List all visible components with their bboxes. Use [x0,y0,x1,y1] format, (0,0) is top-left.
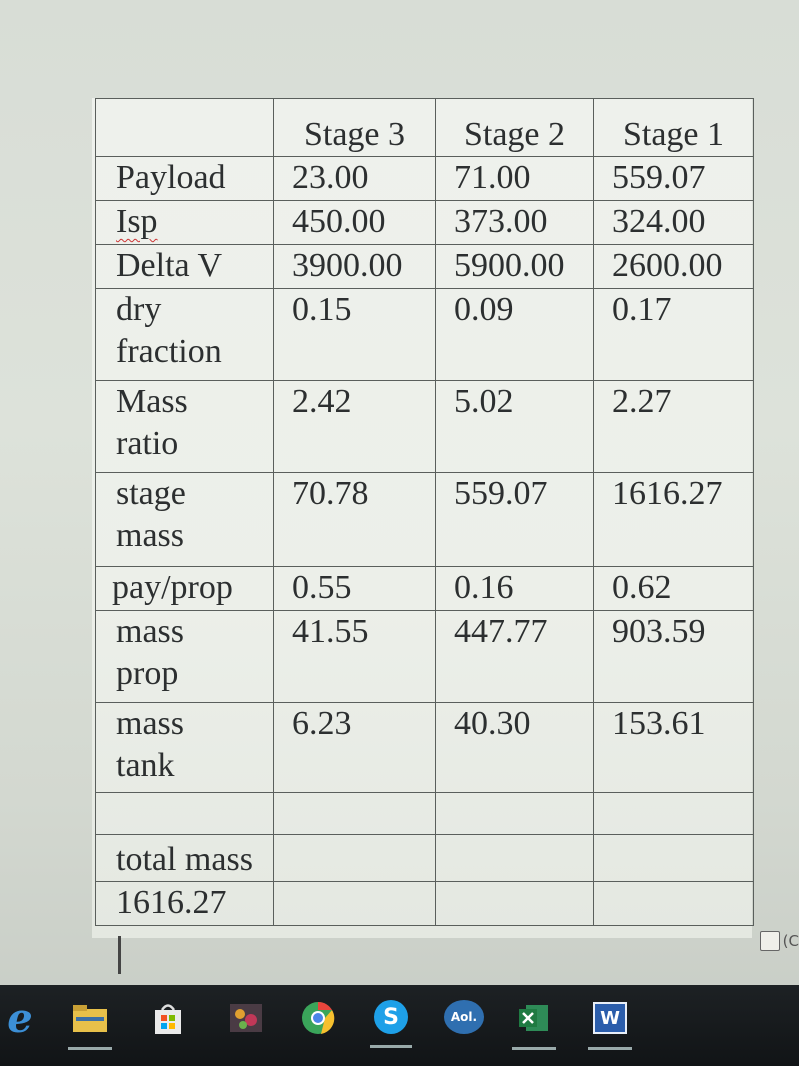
cell-dry-stage3[interactable]: 0.15 [274,289,436,381]
cell-payload-stage1[interactable]: 559.07 [594,157,754,201]
cell-dry-stage1[interactable]: 0.17 [594,289,754,381]
clipboard-icon [760,931,780,951]
empty-cell[interactable] [594,835,754,882]
row-label-stage-mass[interactable] [96,473,274,567]
photos-app-icon[interactable] [228,1000,264,1036]
row-label-payload[interactable]: Payload [96,157,274,201]
paste-options-text: (C [782,932,799,950]
header-stage-3[interactable]: Stage 3 [274,99,436,157]
row-label-mass-ratio[interactable] [96,381,274,473]
cell-massprop-stage3[interactable]: 41.55 [274,611,436,703]
massprop-label-line1: mass [116,613,184,650]
word-icon[interactable] [592,1000,628,1036]
row-label-isp[interactable] [96,201,274,245]
table-row-mass-ratio [96,381,754,473]
empty-cell[interactable] [436,793,594,835]
table-row-pay-prop [96,567,754,611]
word-letter: W [600,1007,620,1029]
row-label-mass-tank[interactable] [96,703,274,793]
massratio-label-line2: ratio [116,425,179,462]
cell-isp-stage3[interactable]: 450.00 [274,201,436,245]
empty-cell[interactable] [436,882,594,926]
cell-stagemass-stage2[interactable]: 559.07 [436,473,594,567]
massratio-label-line1: Mass [116,383,188,420]
empty-cell[interactable] [274,835,436,882]
store-icon[interactable] [150,1000,186,1036]
header-stage-2[interactable]: Stage 2 [436,99,594,157]
masstank-label-line1: mass [116,705,184,742]
table-row-total-label [96,835,754,882]
header-stage-1[interactable]: Stage 1 [594,99,754,157]
masstank-label-line2: tank [116,747,175,784]
cell-massratio-stage1[interactable]: 2.27 [594,381,754,473]
cell-deltav-stage2[interactable]: 5900.00 [436,245,594,289]
massprop-label-line2: prop [116,655,179,692]
header-row [96,99,754,157]
cell-isp-stage1[interactable]: 324.00 [594,201,754,245]
rocket-stage-table [95,98,754,926]
table-row-delta-v [96,245,754,289]
table-row-payload [96,157,754,201]
cell-massratio-stage3[interactable]: 2.42 [274,381,436,473]
empty-cell[interactable] [594,882,754,926]
cell-payprop-stage3[interactable]: 0.55 [274,567,436,611]
row-label-dry-fraction[interactable] [96,289,274,381]
cell-massprop-stage1[interactable]: 903.59 [594,611,754,703]
cell-masstank-stage3[interactable]: 6.23 [274,703,436,793]
cell-deltav-stage3[interactable]: 3900.00 [274,245,436,289]
empty-cell[interactable] [274,793,436,835]
table-row-dry-fraction [96,289,754,381]
total-mass-label[interactable]: total mass [96,835,274,882]
cell-stagemass-stage3[interactable]: 70.78 [274,473,436,567]
cell-payload-stage3[interactable]: 23.00 [274,157,436,201]
table-row-mass-tank [96,703,754,793]
cell-masstank-stage2[interactable]: 40.30 [436,703,594,793]
total-mass-value[interactable]: 1616.27 [96,882,274,926]
paste-options-badge[interactable] [760,928,799,954]
row-label-pay-prop[interactable]: pay/prop [96,567,274,611]
empty-cell[interactable] [594,793,754,835]
cell-isp-stage2[interactable]: 373.00 [436,201,594,245]
cell-deltav-stage1[interactable]: 2600.00 [594,245,754,289]
stagemass-label-line2: mass [116,517,184,554]
dry-label-line2: fraction [116,333,222,370]
word-tile [593,1002,627,1034]
edge-browser-icon[interactable]: e [7,994,33,1042]
aol-icon[interactable] [444,1000,484,1034]
row-label-mass-prop[interactable] [96,611,274,703]
cell-massprop-stage2[interactable]: 447.77 [436,611,594,703]
cell-payprop-stage2[interactable]: 0.16 [436,567,594,611]
empty-cell[interactable] [436,835,594,882]
table-row-mass-prop [96,611,754,703]
cell-masstank-stage1[interactable]: 153.61 [594,703,754,793]
empty-cell[interactable] [274,882,436,926]
aol-label: Aol. [450,1010,478,1024]
cell-massratio-stage2[interactable]: 5.02 [436,381,594,473]
text-cursor [118,936,121,974]
chrome-icon[interactable] [300,1000,336,1036]
dry-label-line1: dry [116,291,162,328]
skype-letter: S [383,1004,399,1030]
table-row-isp [96,201,754,245]
header-cell-blank[interactable] [96,99,274,157]
cell-stagemass-stage1[interactable]: 1616.27 [594,473,754,567]
isp-label-text: Isp [116,203,158,240]
row-label-delta-v[interactable]: Delta V [96,245,274,289]
cell-payprop-stage1[interactable]: 0.62 [594,567,754,611]
table-row-stage-mass [96,473,754,567]
table-row-empty [96,793,754,835]
cell-dry-stage2[interactable]: 0.09 [436,289,594,381]
empty-cell[interactable] [96,793,274,835]
stagemass-label-line1: stage [116,475,186,512]
cell-payload-stage2[interactable]: 71.00 [436,157,594,201]
skype-icon[interactable] [374,1000,408,1034]
file-explorer-icon[interactable] [72,1000,108,1036]
excel-icon[interactable] [516,1000,552,1036]
table-row-total-value [96,882,754,926]
